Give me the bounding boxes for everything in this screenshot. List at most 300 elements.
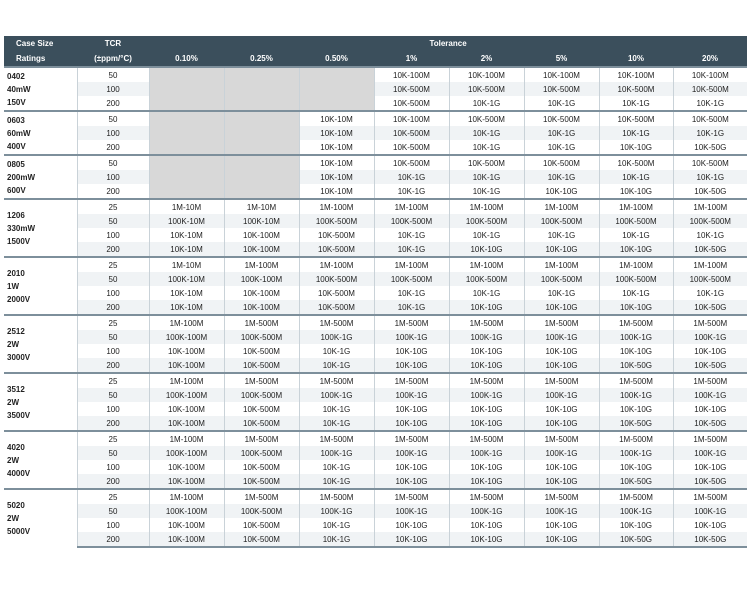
- tolerance-col-header: 5%: [524, 51, 599, 67]
- tcr-cell: 50: [77, 111, 149, 126]
- resistance-range-cell: 10K-10G: [524, 358, 599, 373]
- tcr-cell: 200: [77, 474, 149, 489]
- resistance-range-cell: 10K-100M: [149, 344, 224, 358]
- table-row: [4, 388, 747, 402]
- resistance-range-cell: 100K-500M: [224, 388, 299, 402]
- resistance-range-cell: 10K-500M: [524, 111, 599, 126]
- resistance-range-cell: 10K-100M: [149, 402, 224, 416]
- unavailable-cell: [224, 155, 299, 170]
- resistance-range-cell: 1M-500M: [524, 373, 599, 388]
- resistance-range-cell: 100K-100M: [149, 446, 224, 460]
- resistance-range-cell: 10K-1G: [449, 140, 524, 155]
- resistance-range-cell: 1M-100M: [374, 257, 449, 272]
- resistance-range-cell: 1M-500M: [599, 431, 673, 446]
- resistance-range-cell: 10K-10G: [449, 344, 524, 358]
- tcr-cell: 200: [77, 416, 149, 431]
- resistance-range-cell: 100K-10M: [149, 272, 224, 286]
- resistance-range-cell: 10K-50G: [673, 532, 747, 547]
- resistance-range-cell: 10K-50G: [673, 242, 747, 257]
- resistance-range-cell: 10K-1G: [599, 170, 673, 184]
- resistance-range-cell: 100K-1G: [673, 388, 747, 402]
- table-row: [4, 446, 747, 460]
- table-row: [4, 416, 747, 431]
- resistance-range-cell: 10K-10G: [599, 140, 673, 155]
- case-size-cell: 1206 330mW 1500V: [4, 199, 77, 257]
- resistance-range-cell: 10K-50G: [599, 416, 673, 431]
- tcr-cell: 100: [77, 126, 149, 140]
- resistance-range-cell: 10K-50G: [673, 416, 747, 431]
- resistance-range-cell: 10K-1G: [673, 286, 747, 300]
- tolerance-col-header: 0.50%: [299, 51, 374, 67]
- resistance-range-cell: 10K-500M: [224, 532, 299, 547]
- resistance-range-cell: 10K-1G: [374, 242, 449, 257]
- resistance-range-cell: 10K-500M: [374, 140, 449, 155]
- resistance-range-cell: 10K-100M: [149, 518, 224, 532]
- unavailable-cell: [224, 140, 299, 155]
- resistance-range-cell: 100K-1G: [524, 504, 599, 518]
- resistance-range-cell: 10K-10G: [673, 460, 747, 474]
- resistance-range-cell: 10K-10M: [299, 184, 374, 199]
- resistance-range-cell: 100K-10M: [224, 214, 299, 228]
- resistance-range-cell: 10K-10M: [299, 111, 374, 126]
- resistance-range-cell: 10K-100M: [224, 286, 299, 300]
- resistance-range-cell: 1M-100M: [673, 199, 747, 214]
- resistance-range-cell: 10K-10G: [374, 518, 449, 532]
- tcr-cell: 50: [77, 272, 149, 286]
- tcr-cell: 200: [77, 140, 149, 155]
- unavailable-cell: [224, 82, 299, 96]
- resistance-range-cell: 10K-10G: [449, 416, 524, 431]
- resistance-range-cell: 100K-1G: [599, 388, 673, 402]
- ratings-header: Ratings: [4, 51, 77, 67]
- resistance-range-cell: 100K-1G: [374, 446, 449, 460]
- tcr-cell: 25: [77, 199, 149, 214]
- resistance-range-cell: 10K-10G: [449, 402, 524, 416]
- resistance-range-cell: 10K-1G: [524, 126, 599, 140]
- resistance-range-cell: 100K-500M: [599, 272, 673, 286]
- resistance-range-cell: 1M-500M: [599, 489, 673, 504]
- table-row: [4, 373, 747, 388]
- resistance-range-cell: 10K-1G: [299, 532, 374, 547]
- resistance-range-cell: 10K-500M: [299, 286, 374, 300]
- resistance-range-cell: 100K-10M: [149, 214, 224, 228]
- resistance-range-cell: 100K-500M: [449, 272, 524, 286]
- table-row: [4, 330, 747, 344]
- tolerance-col-header: 10%: [599, 51, 673, 67]
- resistance-range-cell: 10K-10G: [374, 460, 449, 474]
- resistance-range-cell: 10K-500M: [224, 358, 299, 373]
- resistance-range-cell: 10K-500M: [673, 111, 747, 126]
- resistance-range-cell: 10K-10G: [449, 474, 524, 489]
- tolerance-col-header: 0.25%: [224, 51, 299, 67]
- tcr-cell: 100: [77, 344, 149, 358]
- resistance-range-cell: 100K-1G: [449, 388, 524, 402]
- resistance-range-cell: 1M-100M: [449, 199, 524, 214]
- unavailable-cell: [299, 67, 374, 82]
- resistance-range-cell: 1M-100M: [599, 199, 673, 214]
- resistance-range-cell: 10K-500M: [374, 126, 449, 140]
- resistance-range-cell: 100K-500M: [524, 272, 599, 286]
- resistance-range-cell: 100K-500M: [299, 214, 374, 228]
- case-size-cell: 4020 2W 4000V: [4, 431, 77, 489]
- unavailable-cell: [224, 67, 299, 82]
- resistance-range-cell: 1M-100M: [599, 257, 673, 272]
- resistance-range-cell: 10K-500M: [524, 82, 599, 96]
- resistance-range-cell: 10K-10G: [374, 416, 449, 431]
- resistance-range-cell: 10K-10M: [149, 228, 224, 242]
- resistance-range-cell: 10K-10M: [149, 300, 224, 315]
- resistance-range-cell: 10K-10M: [299, 155, 374, 170]
- resistance-range-cell: 100K-1G: [524, 446, 599, 460]
- table-row: [4, 344, 747, 358]
- resistance-range-cell: 10K-10G: [524, 518, 599, 532]
- resistance-range-cell: 100K-1G: [299, 388, 374, 402]
- resistance-range-cell: 10K-1G: [374, 228, 449, 242]
- resistance-range-cell: 100K-1G: [524, 330, 599, 344]
- resistance-range-cell: 10K-10G: [673, 518, 747, 532]
- resistance-range-cell: 10K-500M: [599, 155, 673, 170]
- resistance-range-cell: 10K-10G: [599, 300, 673, 315]
- resistance-range-cell: 10K-1G: [374, 170, 449, 184]
- resistance-range-cell: 10K-500M: [224, 474, 299, 489]
- resistance-range-cell: 10K-100M: [374, 111, 449, 126]
- resistance-range-cell: 10K-500M: [224, 416, 299, 431]
- case-group: [4, 111, 747, 155]
- unavailable-cell: [224, 96, 299, 111]
- resistance-range-cell: 10K-10G: [449, 532, 524, 547]
- unavailable-cell: [149, 67, 224, 82]
- resistance-range-cell: 1M-100M: [374, 199, 449, 214]
- resistance-range-cell: 10K-100M: [149, 532, 224, 547]
- resistance-range-cell: 10K-500M: [449, 82, 524, 96]
- tcr-cell: 50: [77, 504, 149, 518]
- resistance-range-cell: 10K-100M: [673, 67, 747, 82]
- table-row: [4, 228, 747, 242]
- resistance-range-cell: 10K-10G: [524, 184, 599, 199]
- case-group: [4, 431, 747, 489]
- tcr-cell: 50: [77, 388, 149, 402]
- resistance-range-cell: 10K-1G: [599, 126, 673, 140]
- resistance-range-cell: 10K-10G: [524, 460, 599, 474]
- tcr-cell: 200: [77, 242, 149, 257]
- resistor-spec-table-container: [4, 36, 747, 548]
- resistance-range-cell: 100K-1G: [374, 330, 449, 344]
- resistance-range-cell: 10K-1G: [299, 402, 374, 416]
- tcr-cell: 100: [77, 286, 149, 300]
- resistance-range-cell: 1M-500M: [449, 315, 524, 330]
- tcr-cell: 50: [77, 214, 149, 228]
- resistance-range-cell: 10K-10G: [374, 532, 449, 547]
- resistance-range-cell: 10K-1G: [299, 358, 374, 373]
- table-row: [4, 67, 747, 82]
- resistance-range-cell: 100K-500M: [224, 330, 299, 344]
- tolerance-col-header: 0.10%: [149, 51, 224, 67]
- resistance-range-cell: 1M-100M: [299, 199, 374, 214]
- resistance-range-cell: 100K-100M: [224, 272, 299, 286]
- resistance-range-cell: 10K-1G: [599, 96, 673, 111]
- tcr-cell: 200: [77, 300, 149, 315]
- resistance-range-cell: 10K-50G: [599, 474, 673, 489]
- resistance-range-cell: 10K-50G: [673, 184, 747, 199]
- tcr-cell: 200: [77, 532, 149, 547]
- tcr-cell: 25: [77, 489, 149, 504]
- resistance-range-cell: 10K-500M: [374, 155, 449, 170]
- resistance-range-cell: 10K-10G: [673, 344, 747, 358]
- resistance-range-cell: 1M-100M: [149, 489, 224, 504]
- resistance-range-cell: 100K-1G: [599, 330, 673, 344]
- resistance-range-cell: 1M-500M: [374, 373, 449, 388]
- resistance-range-cell: 10K-10G: [374, 474, 449, 489]
- resistance-range-cell: 10K-10G: [599, 344, 673, 358]
- case-group: [4, 257, 747, 315]
- resistance-range-cell: 10K-10M: [299, 126, 374, 140]
- resistance-range-cell: 10K-500M: [599, 82, 673, 96]
- table-row: [4, 257, 747, 272]
- resistance-range-cell: 100K-1G: [673, 446, 747, 460]
- resistance-range-cell: 10K-1G: [599, 286, 673, 300]
- resistance-range-cell: 10K-1G: [524, 228, 599, 242]
- resistance-range-cell: 10K-1G: [449, 184, 524, 199]
- tcr-cell: 25: [77, 373, 149, 388]
- resistance-range-cell: 100K-1G: [673, 504, 747, 518]
- resistance-range-cell: 10K-50G: [673, 358, 747, 373]
- resistance-range-cell: 10K-500M: [224, 460, 299, 474]
- resistance-range-cell: 1M-100M: [149, 373, 224, 388]
- resistance-range-cell: 10K-500M: [224, 402, 299, 416]
- table-row: [4, 96, 747, 111]
- resistance-range-cell: 10K-10M: [149, 242, 224, 257]
- resistance-range-cell: 100K-1G: [449, 446, 524, 460]
- resistance-range-cell: 10K-10G: [524, 416, 599, 431]
- unavailable-cell: [149, 140, 224, 155]
- table-row: [4, 518, 747, 532]
- resistance-range-cell: 10K-50G: [599, 358, 673, 373]
- case-size-cell: 2512 2W 3000V: [4, 315, 77, 373]
- resistance-range-cell: 10K-10G: [524, 532, 599, 547]
- resistance-range-cell: 1M-500M: [374, 431, 449, 446]
- tcr-cell: 50: [77, 155, 149, 170]
- resistance-range-cell: 10K-50G: [673, 300, 747, 315]
- resistance-range-cell: 1M-500M: [599, 315, 673, 330]
- resistance-range-cell: 10K-500M: [599, 111, 673, 126]
- resistance-range-cell: 10K-1G: [299, 474, 374, 489]
- resistance-range-cell: 1M-500M: [449, 431, 524, 446]
- tcr-cell: 100: [77, 402, 149, 416]
- resistance-range-cell: 10K-10G: [449, 518, 524, 532]
- resistance-range-cell: 10K-500M: [673, 155, 747, 170]
- resistance-range-cell: 1M-100M: [149, 315, 224, 330]
- case-group: [4, 489, 747, 547]
- resistance-range-cell: 100K-100M: [149, 388, 224, 402]
- case-group: [4, 373, 747, 431]
- unavailable-cell: [224, 111, 299, 126]
- case-size-cell: 2010 1W 2000V: [4, 257, 77, 315]
- resistance-range-cell: 1M-500M: [673, 373, 747, 388]
- resistance-range-cell: 100K-500M: [299, 272, 374, 286]
- table-row: [4, 214, 747, 228]
- resistance-range-cell: 10K-100M: [224, 242, 299, 257]
- resistance-range-cell: 1M-10M: [149, 257, 224, 272]
- resistance-range-cell: 100K-500M: [673, 214, 747, 228]
- resistance-range-cell: 10K-1G: [673, 126, 747, 140]
- unavailable-cell: [299, 82, 374, 96]
- resistance-range-cell: 10K-10G: [374, 344, 449, 358]
- table-row: [4, 170, 747, 184]
- case-group: [4, 199, 747, 257]
- table-row: [4, 111, 747, 126]
- resistance-range-cell: 1M-500M: [299, 315, 374, 330]
- tcr-cell: 200: [77, 358, 149, 373]
- resistance-range-cell: 10K-500M: [374, 82, 449, 96]
- resistance-range-cell: 10K-1G: [673, 170, 747, 184]
- resistance-range-cell: 10K-100M: [149, 416, 224, 431]
- table-row: [4, 184, 747, 199]
- resistance-range-cell: 10K-10G: [524, 242, 599, 257]
- resistance-range-cell: 100K-500M: [374, 272, 449, 286]
- resistance-range-cell: 100K-1G: [449, 330, 524, 344]
- resistance-range-cell: 100K-100M: [149, 504, 224, 518]
- resistance-range-cell: 100K-1G: [524, 388, 599, 402]
- resistance-range-cell: 100K-500M: [224, 446, 299, 460]
- resistance-range-cell: 100K-500M: [599, 214, 673, 228]
- tcr-cell: 100: [77, 228, 149, 242]
- resistance-range-cell: 100K-1G: [374, 388, 449, 402]
- tolerance-header: Tolerance: [149, 36, 747, 51]
- tcr-cell: 25: [77, 431, 149, 446]
- tcr-cell: 200: [77, 184, 149, 199]
- resistance-range-cell: 10K-10M: [299, 140, 374, 155]
- resistance-range-cell: 100K-500M: [673, 272, 747, 286]
- unavailable-cell: [224, 126, 299, 140]
- case-group: [4, 315, 747, 373]
- resistance-range-cell: 1M-500M: [673, 315, 747, 330]
- resistance-range-cell: 100K-500M: [224, 504, 299, 518]
- resistance-range-cell: 10K-1G: [449, 96, 524, 111]
- resistance-range-cell: 10K-100M: [149, 474, 224, 489]
- unavailable-cell: [149, 111, 224, 126]
- resistance-range-cell: 10K-50G: [673, 474, 747, 489]
- table-row: [4, 504, 747, 518]
- resistance-range-cell: 1M-500M: [224, 489, 299, 504]
- table-row: [4, 155, 747, 170]
- resistance-range-cell: 10K-1G: [449, 228, 524, 242]
- resistance-range-cell: 10K-100M: [524, 67, 599, 82]
- unavailable-cell: [224, 170, 299, 184]
- resistance-range-cell: 10K-100M: [374, 67, 449, 82]
- resistance-range-cell: 1M-500M: [599, 373, 673, 388]
- resistance-range-cell: 10K-100M: [149, 460, 224, 474]
- table-row: [4, 300, 747, 315]
- table-row: [4, 489, 747, 504]
- resistance-range-cell: 10K-1G: [449, 126, 524, 140]
- tcr-header: TCR: [77, 36, 149, 51]
- resistance-range-cell: 1M-500M: [224, 373, 299, 388]
- unavailable-cell: [149, 96, 224, 111]
- resistance-range-cell: 10K-10G: [449, 460, 524, 474]
- resistance-range-cell: 100K-500M: [524, 214, 599, 228]
- unavailable-cell: [149, 184, 224, 199]
- resistance-range-cell: 10K-10G: [374, 402, 449, 416]
- resistance-range-cell: 1M-500M: [224, 431, 299, 446]
- table-row: [4, 126, 747, 140]
- resistance-range-cell: 10K-10G: [524, 474, 599, 489]
- resistance-range-cell: 10K-500M: [524, 155, 599, 170]
- table-row: [4, 199, 747, 214]
- resistance-range-cell: 1M-500M: [524, 431, 599, 446]
- resistance-range-cell: 10K-10G: [449, 300, 524, 315]
- table-row: [4, 431, 747, 446]
- case-size-cell: 3512 2W 3500V: [4, 373, 77, 431]
- resistance-range-cell: 10K-10M: [299, 170, 374, 184]
- resistance-range-cell: 10K-1G: [449, 286, 524, 300]
- resistance-range-cell: 1M-500M: [449, 489, 524, 504]
- table-row: [4, 140, 747, 155]
- resistance-range-cell: 100K-100M: [149, 330, 224, 344]
- resistance-range-cell: 10K-1G: [524, 170, 599, 184]
- resistance-range-cell: 1M-100M: [524, 257, 599, 272]
- resistance-range-cell: 10K-500M: [224, 344, 299, 358]
- resistance-range-cell: 10K-500M: [299, 242, 374, 257]
- resistance-range-cell: 1M-100M: [149, 431, 224, 446]
- resistance-range-cell: 10K-1G: [673, 96, 747, 111]
- tcr-cell: 100: [77, 82, 149, 96]
- unavailable-cell: [149, 82, 224, 96]
- resistance-range-cell: 10K-50G: [673, 140, 747, 155]
- resistance-range-cell: 10K-10G: [374, 358, 449, 373]
- case-size-cell: 0805 200mW 600V: [4, 155, 77, 199]
- resistance-range-cell: 10K-100M: [224, 228, 299, 242]
- case-group: [4, 67, 747, 111]
- resistance-range-cell: 100K-1G: [673, 330, 747, 344]
- resistance-range-cell: 10K-100M: [449, 67, 524, 82]
- case-size-header: Case Size: [4, 36, 77, 51]
- resistance-range-cell: 1M-500M: [374, 489, 449, 504]
- table-row: [4, 460, 747, 474]
- resistance-range-cell: 1M-500M: [673, 489, 747, 504]
- tolerance-col-header: 20%: [673, 51, 747, 67]
- unavailable-cell: [149, 155, 224, 170]
- table-row: [4, 272, 747, 286]
- resistance-range-cell: 1M-100M: [673, 257, 747, 272]
- resistance-range-cell: 10K-10M: [149, 286, 224, 300]
- resistance-range-cell: 10K-500M: [224, 518, 299, 532]
- resistance-range-cell: 10K-1G: [524, 140, 599, 155]
- resistance-range-cell: 10K-500M: [449, 111, 524, 126]
- tcr-cell: 50: [77, 67, 149, 82]
- tcr-cell: 25: [77, 315, 149, 330]
- resistance-range-cell: 1M-500M: [374, 315, 449, 330]
- header-row-1: [4, 36, 747, 51]
- resistance-range-cell: 1M-10M: [149, 199, 224, 214]
- table-row: [4, 358, 747, 373]
- resistance-range-cell: 10K-10G: [524, 344, 599, 358]
- resistance-range-cell: 1M-500M: [299, 431, 374, 446]
- case-size-cell: 5020 2W 5000V: [4, 489, 77, 547]
- tcr-cell: 25: [77, 257, 149, 272]
- unavailable-cell: [224, 184, 299, 199]
- resistance-range-cell: 100K-1G: [599, 504, 673, 518]
- header-row-2: [4, 51, 747, 67]
- resistance-range-cell: 10K-10G: [524, 402, 599, 416]
- resistance-range-cell: 100K-1G: [374, 504, 449, 518]
- resistance-range-cell: 10K-1G: [299, 344, 374, 358]
- resistance-range-cell: 100K-500M: [374, 214, 449, 228]
- resistance-range-cell: 1M-100M: [449, 257, 524, 272]
- resistance-range-cell: 10K-50G: [599, 532, 673, 547]
- resistance-range-cell: 10K-100M: [599, 67, 673, 82]
- resistance-range-cell: 100K-1G: [299, 504, 374, 518]
- resistance-range-cell: 10K-1G: [374, 286, 449, 300]
